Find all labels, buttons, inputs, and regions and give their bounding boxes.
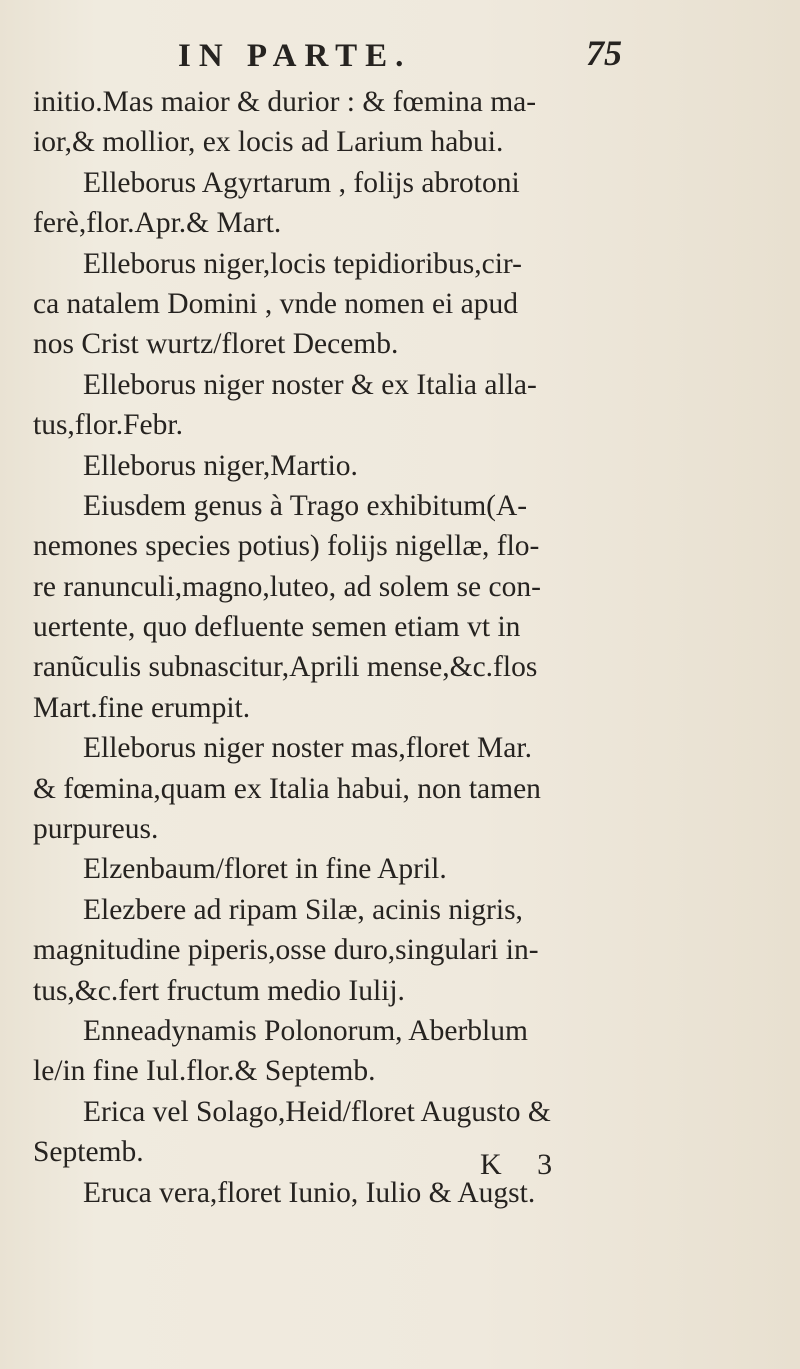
text-line: purpureus. xyxy=(33,813,159,846)
text-line: nos Crist wurtz/floret Decemb. xyxy=(33,328,399,361)
text-line: uertente, quo defluente semen etiam vt in xyxy=(33,611,521,644)
text-line: ranũculis subnascitur,Aprili mense,&c.flos xyxy=(33,651,538,684)
text-line: nemones species potius) folijs nigellæ, flo- xyxy=(33,530,540,563)
page-number: 75 xyxy=(586,33,622,73)
text-line: Elleborus niger,locis tepidioribus,cir- xyxy=(83,247,522,280)
text-line: initio.Mas maior & durior : & fœmina ma- xyxy=(33,86,537,118)
text-line: Elzenbaum/floret in fine April. xyxy=(83,853,447,886)
text-line: tus,&c.fert fructum medio Iulij. xyxy=(33,974,405,1007)
body-text xyxy=(33,82,673,1213)
running-head: IN PARTE. xyxy=(178,38,412,74)
text-line: Mart.fine erumpit. xyxy=(33,691,251,724)
text-line: le/in fine Iul.flor.& Septemb. xyxy=(33,1055,376,1088)
text-line: re ranunculi,magno,luteo, ad solem se con- xyxy=(33,570,541,603)
text-line: Septemb. xyxy=(33,1136,144,1169)
text-line: Elezbere ad ripam Silæ, acinis nigris, xyxy=(83,893,523,926)
text-line: ior,& mollior, ex locis ad Larium habui. xyxy=(33,126,504,159)
text-line: & fœmina,quam ex Italia habui, non tamen xyxy=(33,772,541,805)
text-line: Eruca vera,floret Iunio, Iulio & Augst. xyxy=(83,1176,536,1209)
text-line: ca natalem Domini , vnde nomen ei apud xyxy=(33,287,518,320)
text-line: Elleborus niger noster & ex Italia alla- xyxy=(83,368,537,401)
page-header xyxy=(0,30,800,80)
text-line: tus,flor.Febr. xyxy=(33,409,183,442)
text-line: Enneadynamis Polonorum, Aberblum xyxy=(83,1014,528,1047)
text-line: Eiusdem genus à Trago exhibitum(A- xyxy=(83,489,528,522)
text-line: Elleborus niger,Martio. xyxy=(83,449,358,482)
text-line: Elleborus Agyrtarum , folijs abrotoni xyxy=(83,166,520,199)
text-line: magnitudine piperis,osse duro,singulari in- xyxy=(33,934,539,967)
text-line: Elleborus niger noster mas,floret Mar. xyxy=(83,732,532,765)
text-line: Erica vel Solago,Heid/floret Augusto & xyxy=(83,1095,551,1128)
text-line: ferè,flor.Apr.& Mart. xyxy=(33,207,282,240)
signature-mark: K 3 xyxy=(480,1148,567,1181)
